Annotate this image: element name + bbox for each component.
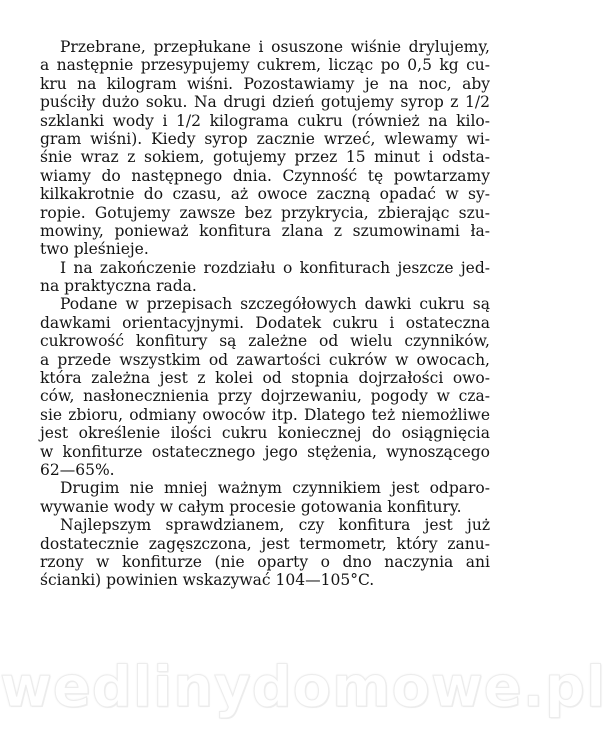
text-line: wywanie wody w całym procesie gotowania konfitury. [40,497,462,516]
paragraph [40,259,490,296]
paragraph [40,38,490,259]
text-line: kilkakrotnie do czasu, aż owoce zaczną opadać w sy- [40,185,490,204]
text-line: rzony w konfiturze (nie oparty o dno naczynia ani [40,552,490,571]
text-line: ców, nasłonecznienia przy dojrzewaniu, pogody w cza- [40,387,490,406]
text-line: cukrowość konfitury są zależne od wielu czynników, [40,332,490,351]
watermark: wedlinydomowe.pl [0,655,606,720]
text-line: ścianki) powinien wskazywać 104—105°C. [40,571,375,590]
text-line: Drugim nie mniej ważnym czynnikiem jest odparo- [60,479,490,498]
document-body [40,38,490,590]
text-line: w konfiturze ostatecznego jego stężenia, wynoszącego [40,442,490,461]
text-line: ropie. Gotujemy zawsze bez przykrycia, zbierając szu- [40,203,490,222]
text-line: dostatecznie zagęszczona, jest termometr, który zanu- [40,534,490,553]
text-line: sie zbioru, odmiany owoców itp. Dlatego też niemożliwe [40,405,490,424]
text-line: two pleśnieje. [40,240,149,259]
paragraph [40,479,490,516]
text-line: a przede wszystkim od zawartości cukrów w owocach, [40,350,490,369]
text-line: Przebrane, przepłukane i osuszone wiśnie drylujemy, [60,38,490,56]
text-line: wiamy do następnego dnia. Czynność tę powtarzamy [40,166,490,185]
text-line: a następnie przesypujemy cukrem, licząc po 0,5 kg cu- [40,56,490,75]
text-line: Najlepszym sprawdzianem, czy konfitura jest już [60,516,490,535]
text-line: jest określenie ilości cukru koniecznej do osiągnięcia [40,424,490,443]
text-line: I na zakończenie rozdziału o konfiturach jeszcze jed- [60,258,490,277]
text-line: mowiny, ponieważ konfitura zlana z szumowinami ła- [40,221,490,240]
paragraph [40,295,490,479]
text-line: szklanki wody i 1/2 kilograma cukru (również na kilo- [40,111,490,130]
text-line: Podane w przepisach szczegółowych dawki cukru są [60,295,490,314]
text-line: gram wiśni). Kiedy syrop zacznie wrzeć, wlewamy wi- [40,129,490,148]
text-line: śnie wraz z sokiem, gotujemy przez 15 minut i odsta- [40,148,490,167]
text-line: kru na kilogram wiśni. Pozostawiamy je na noc, aby [40,74,490,93]
paragraph [40,516,490,590]
text-line: która zależna jest z kolei od stopnia dojrzałości owo- [40,369,490,388]
text-line: na praktyczna rada. [40,277,197,296]
text-line: dawkami orientacyjnymi. Dodatek cukru i ostateczna [40,313,490,332]
text-line: 62—65%. [40,460,115,479]
text-line: puściły dużo soku. Na drugi dzień gotujemy syrop z 1/2 [40,93,490,112]
